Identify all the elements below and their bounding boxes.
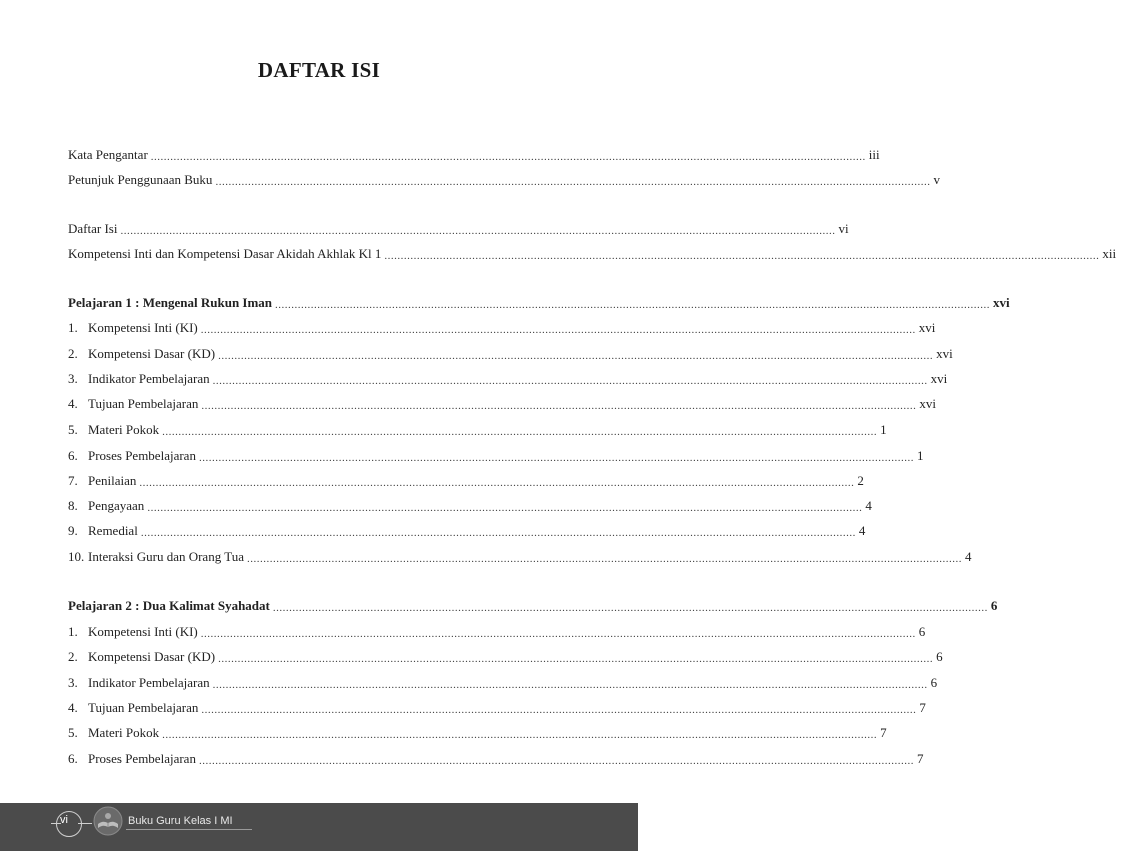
toc-entry-page: 7 — [880, 725, 887, 740]
dot-leader: ............................................................................................................................................................................................................................ — [198, 755, 914, 767]
page-title: DAFTAR ISI — [257, 58, 381, 82]
toc-entry-page: xvi — [918, 320, 936, 335]
toc-entry-label — [68, 700, 198, 716]
toc-entry — [68, 244, 1117, 262]
dot-leader: ............................................................................................................................................................................................................................ — [139, 477, 855, 489]
dot-leader: ............................................................................................................................................................................................................................ — [200, 628, 916, 640]
toc-entry-page: 6 — [930, 675, 938, 690]
toc-entry — [68, 647, 943, 665]
toc-entry — [68, 698, 926, 716]
toc-entry-number: 5. — [68, 422, 78, 437]
dot-leader: ............................................................................................................................................................................................................................ — [147, 502, 863, 514]
toc-entry-number: 5. — [68, 725, 78, 740]
dot-leader: ............................................................................................................................................................................................................................ — [218, 653, 934, 665]
toc-entry-text: Tujuan Pembelajaran — [88, 396, 199, 411]
toc-entry — [68, 293, 1010, 311]
toc-entry-number: 9. — [68, 523, 78, 538]
toc-entry-text: Kompetensi Inti dan Kompetensi Dasar Akidah Akhlak Kl 1 — [68, 246, 382, 261]
toc-entry-number: 4. — [68, 396, 78, 411]
toc-entry — [68, 369, 948, 387]
toc-entry-number: 6. — [68, 751, 78, 766]
toc-entry-number: 8. — [68, 498, 78, 513]
toc-entry — [68, 596, 998, 614]
toc-entry — [68, 471, 864, 489]
toc-entry-label — [68, 598, 270, 614]
toc-entry-page: 7 — [916, 751, 924, 766]
toc-entry-label — [68, 523, 138, 539]
toc-entry-label — [68, 624, 198, 640]
toc-entry-text: Kompetensi Dasar (KD) — [88, 649, 216, 664]
toc-entry-label — [68, 221, 117, 237]
toc-entry-page: iii — [868, 147, 880, 162]
toc-entry-text: Materi Pokok — [88, 725, 160, 740]
toc-entry-text: Pengayaan — [88, 498, 145, 513]
toc-entry-label — [68, 422, 159, 438]
dot-leader: ............................................................................................................................................................................................................................ — [246, 553, 962, 565]
toc-entry-text: Petunjuk Penggunaan Buku — [68, 172, 213, 187]
toc-entry-label — [68, 448, 196, 464]
dot-leader: ............................................................................................................................................................................................................................ — [120, 225, 836, 237]
toc-entry-text: Pelajaran 2 : Dua Kalimat Syahadat — [68, 598, 270, 613]
toc-entry-page: 4 — [964, 549, 972, 564]
footer-title-underline — [126, 829, 252, 830]
dot-leader: ............................................................................................................................................................................................................................ — [150, 151, 866, 163]
dot-leader: ............................................................................................................................................................................................................................ — [384, 250, 1100, 262]
toc-entry-page: xvi — [936, 346, 953, 361]
toc-entry-label — [68, 172, 212, 188]
dot-leader: ............................................................................................................................................................................................................................ — [201, 704, 917, 716]
toc-entry-text: Materi Pokok — [88, 422, 160, 437]
dot-leader: ............................................................................................................................................................................................................................ — [162, 729, 878, 741]
dot-leader: ............................................................................................................................................................................................................................ — [162, 426, 878, 438]
toc-entry-text: Tujuan Pembelajaran — [88, 700, 199, 715]
toc-entry-page: 6 — [936, 649, 943, 664]
toc-entry-page: 1 — [880, 422, 887, 437]
dot-leader: ............................................................................................................................................................................................................................ — [218, 350, 934, 362]
toc-entry — [68, 318, 936, 336]
toc-entry-page: 6 — [918, 624, 926, 639]
toc-entry-label — [68, 320, 198, 336]
toc-entry-page: xvi — [930, 371, 948, 386]
toc-entry — [68, 521, 866, 539]
toc-entry — [68, 394, 936, 412]
dot-leader: ............................................................................................................................................................................................................................ — [198, 452, 914, 464]
toc-entry-label — [68, 346, 215, 362]
toc-entry — [68, 170, 940, 188]
footer-rule-right — [78, 823, 92, 824]
toc-entry — [68, 420, 887, 438]
toc-entry-number: 2. — [68, 346, 78, 361]
toc-entry — [68, 547, 972, 565]
toc-entry-number: 3. — [68, 675, 78, 690]
toc-entry-text: Kompetensi Dasar (KD) — [88, 346, 216, 361]
toc-entry — [68, 723, 887, 741]
toc-entry-number: 4. — [68, 700, 78, 715]
toc-entry-number: 1. — [68, 624, 78, 639]
toc-entry-label — [68, 371, 210, 387]
toc-entry-page: v — [933, 172, 940, 187]
toc-entry-label — [68, 649, 215, 665]
toc-entry-page: 7 — [919, 700, 926, 715]
toc-entry-page: 1 — [916, 448, 924, 463]
toc-entry-page: 4 — [865, 498, 872, 513]
toc-entry-label — [68, 295, 272, 311]
toc-entry-page: xvi — [919, 396, 936, 411]
toc-entry-number: 2. — [68, 649, 78, 664]
toc-entry-text: Daftar Isi — [68, 221, 118, 236]
dot-leader: ............................................................................................................................................................................................................................ — [201, 400, 917, 412]
toc-entry — [68, 496, 872, 514]
toc-entry-page: 4 — [858, 523, 866, 538]
toc-entry-label — [68, 498, 144, 514]
toc-entry-label — [68, 147, 148, 163]
dot-leader: ............................................................................................................................................................................................................................ — [215, 176, 931, 188]
toc-entry — [68, 749, 924, 767]
toc-entry-text: Interaksi Guru dan Orang Tua — [88, 549, 244, 564]
toc-entry-label — [68, 473, 136, 489]
toc-entry-text: Proses Pembelajaran — [88, 448, 196, 463]
toc-entry — [68, 145, 880, 163]
toc-entry-page: 2 — [857, 473, 864, 488]
page-number: vi — [60, 814, 68, 826]
toc-entry — [68, 446, 924, 464]
toc-entry-number: 10. — [68, 549, 85, 564]
toc-entry-label — [68, 675, 210, 691]
dot-leader: ............................................................................................................................................................................................................................ — [212, 679, 928, 691]
dot-leader: ............................................................................................................................................................................................................................ — [272, 602, 988, 614]
page-footer — [0, 803, 638, 851]
dot-leader: ............................................................................................................................................................................................................................ — [140, 527, 856, 539]
toc-entry-number: 7. — [68, 473, 78, 488]
dot-leader: ............................................................................................................................................................................................................................ — [200, 324, 916, 336]
book-logo-icon — [92, 805, 124, 837]
toc-entry-page: xii — [1102, 246, 1117, 261]
toc-entry-page: vi — [838, 221, 849, 236]
footer-book-title: Buku Guru Kelas I MI — [128, 815, 233, 827]
toc-entry-label — [68, 725, 159, 741]
toc-entry-text: Indikator Pembelajaran — [88, 371, 210, 386]
toc-entry — [68, 219, 849, 237]
toc-entry-text: Proses Pembelajaran — [88, 751, 196, 766]
toc-entry-number: 6. — [68, 448, 78, 463]
toc-entry-label — [68, 751, 196, 767]
toc-entry — [68, 344, 953, 362]
toc-entry — [68, 673, 938, 691]
toc-entry-text: Kompetensi Inti (KI) — [88, 320, 198, 335]
toc-entry-page: 6 — [990, 598, 998, 613]
toc-entry-text: Remedial — [88, 523, 138, 538]
toc-entry-page: xvi — [993, 295, 1010, 310]
toc-entry-text: Penilaian — [88, 473, 137, 488]
toc-entry-text: Pelajaran 1 : Mengenal Rukun Iman — [68, 295, 273, 310]
toc-entry — [68, 622, 926, 640]
toc-entry-text: Kompetensi Inti (KI) — [88, 624, 198, 639]
toc-entry-text: Kata Pengantar — [68, 147, 148, 162]
toc-entry-number: 1. — [68, 320, 78, 335]
dot-leader: ............................................................................................................................................................................................................................ — [275, 299, 991, 311]
toc-entry-number: 3. — [68, 371, 78, 386]
toc-entry-label — [68, 246, 381, 262]
toc-entry-text: Indikator Pembelajaran — [88, 675, 210, 690]
toc-entry-label — [68, 549, 244, 565]
dot-leader: ............................................................................................................................................................................................................................ — [212, 375, 928, 387]
toc-entry-label — [68, 396, 198, 412]
